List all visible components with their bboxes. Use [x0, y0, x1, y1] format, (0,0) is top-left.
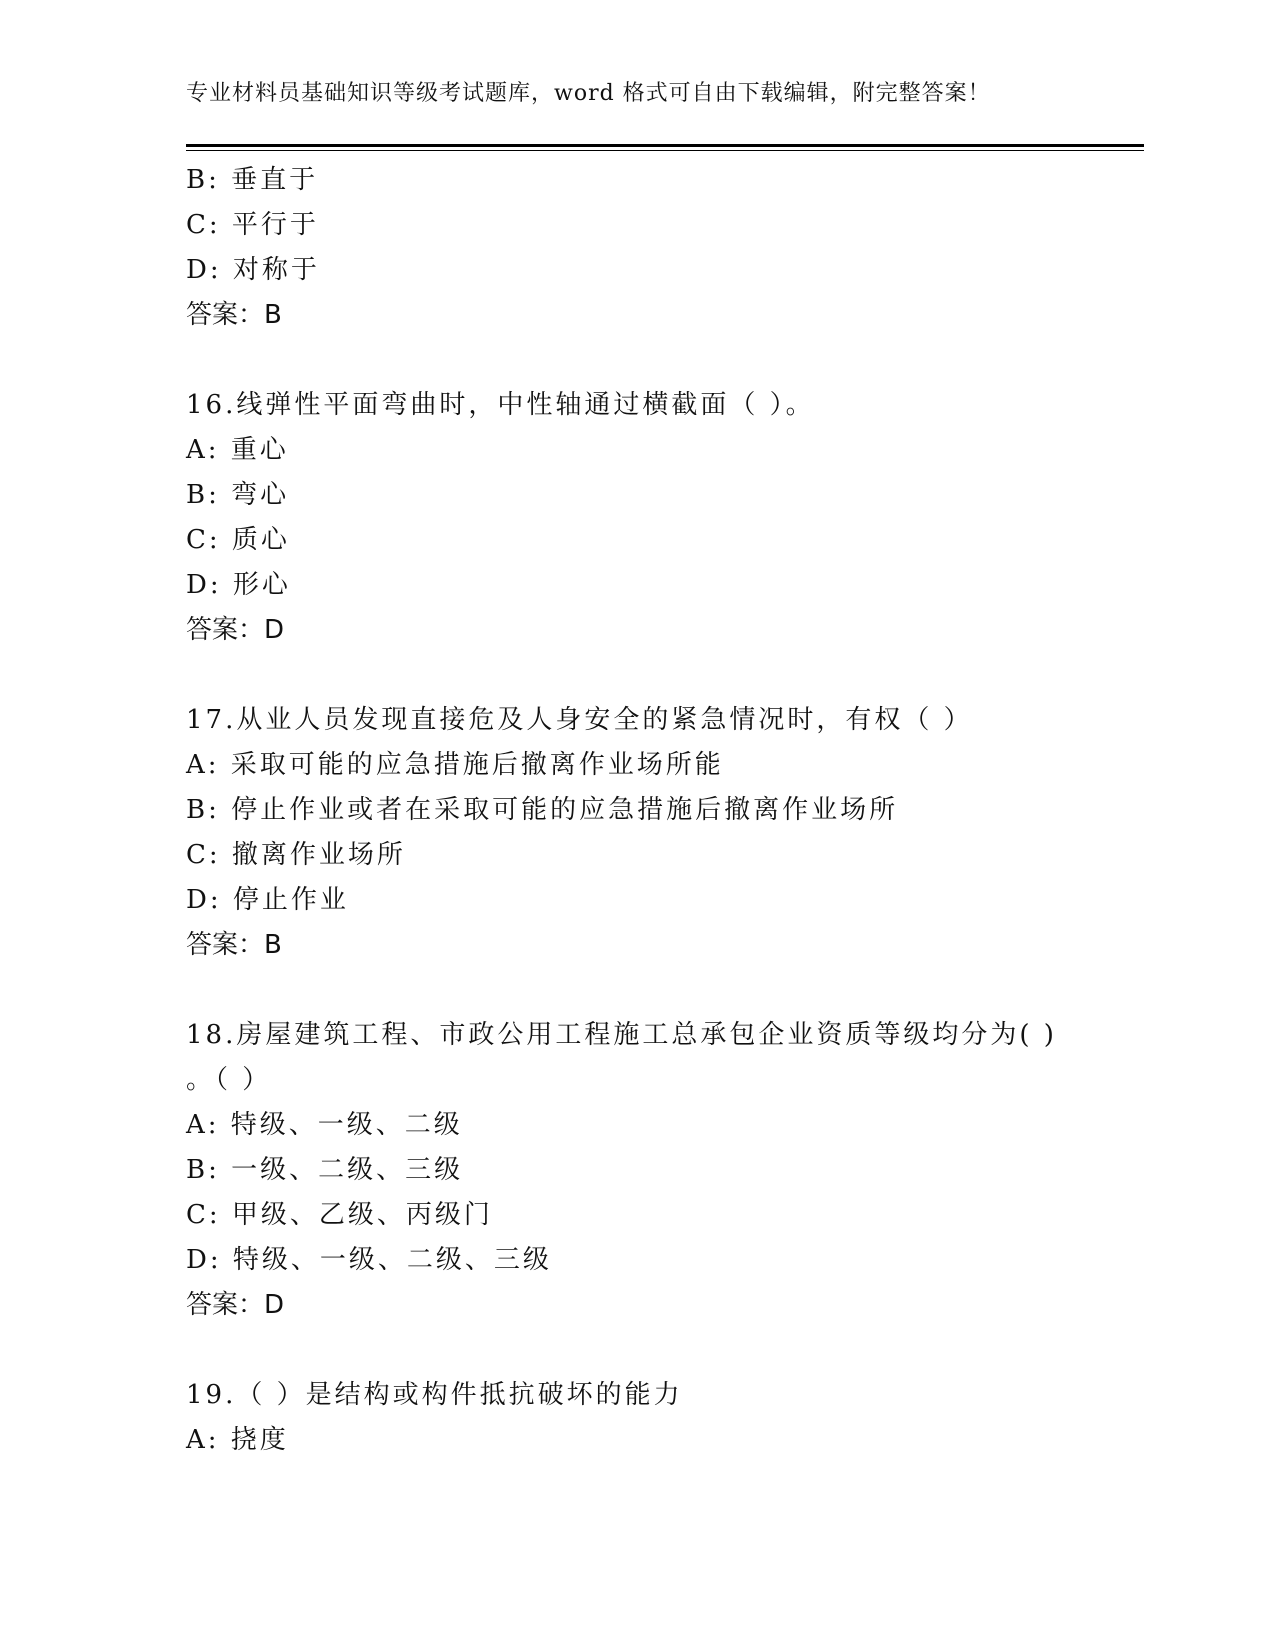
option-d: D: 特级、一级、二级、三级 [186, 1245, 552, 1275]
option-c: C: 撤离作业场所 [186, 840, 406, 870]
answer: 答案：B [186, 930, 282, 960]
question-19: 19.（ ）是结构或构件抵抗破坏的能力 [186, 1380, 683, 1410]
option-c: C: 质心 [186, 525, 290, 555]
option-b: B: 一级、二级、三级 [186, 1155, 464, 1185]
option-a: A: 特级、一级、二级 [186, 1110, 463, 1140]
option-a: A: 重心 [186, 435, 289, 465]
option-a: A: 挠度 [186, 1425, 289, 1455]
option-b: B: 弯心 [186, 480, 290, 510]
answer: 答案：B [186, 300, 282, 330]
answer: 答案：D [186, 615, 285, 645]
option-d: D: 停止作业 [186, 885, 349, 915]
header-rule-thick [186, 144, 1144, 147]
option-d: D: 对称于 [186, 255, 320, 285]
option-c: C: 甲级、乙级、丙级门 [186, 1200, 493, 1230]
question-18: 18.房屋建筑工程、市政公用工程施工总承包企业资质等级均分为( ) [186, 1020, 1057, 1050]
question-17: 17.从业人员发现直接危及人身安全的紧急情况时，有权（ ） [186, 705, 973, 735]
option-d: D: 形心 [186, 570, 291, 600]
document-body [186, 158, 1144, 1463]
option-a: A: 采取可能的应急措施后撤离作业场所能 [186, 750, 724, 780]
page-header: 专业材料员基础知识等级考试题库，word 格式可自由下载编辑，附完整答案！ [186, 81, 991, 106]
option-c: C: 平行于 [186, 210, 319, 240]
option-b: B: 停止作业或者在采取可能的应急措施后撤离作业场所 [186, 795, 899, 825]
question-18-continuation: 。（ ） [186, 1065, 272, 1095]
header-rule-thin [186, 150, 1144, 151]
option-b: B: 垂直于 [186, 165, 319, 195]
question-16: 16.线弹性平面弯曲时，中性轴通过横截面（ ）。 [186, 390, 815, 420]
answer: 答案：D [186, 1290, 285, 1320]
